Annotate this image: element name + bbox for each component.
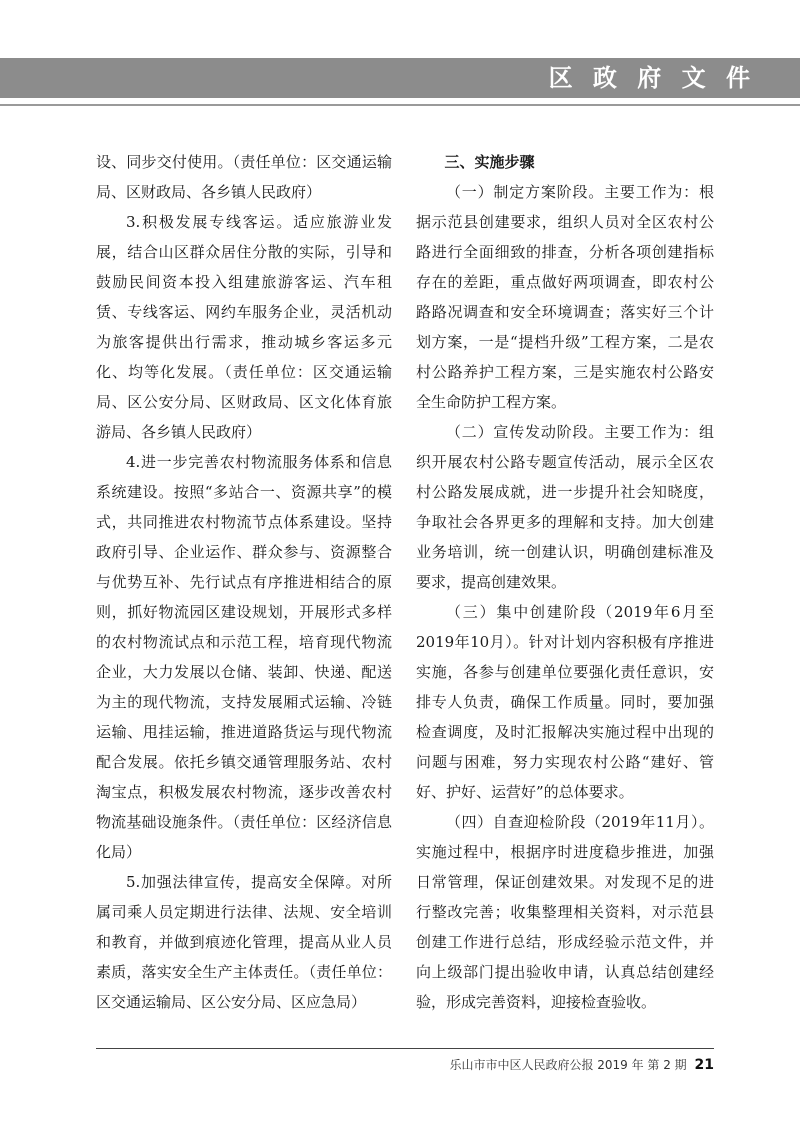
section-heading: 三、实施步骤	[444, 153, 535, 171]
header-divider	[0, 104, 800, 106]
page-number: 21	[694, 1057, 714, 1073]
paragraph: （四）自查迎检阶段（2019年11月）。实施过程中，根据序时进度稳步推进，加强日常管理，保证创建效果。对发现不足的进行整改完善；收集整理相关资料，对示范县创建工作进行总结，形成经验示范文件，并向上级部门提出验收申请，认真总结创建经验，形成完善资料，迎接检查验收。	[416, 813, 714, 1011]
paragraph: 4.进一步完善农村物流服务体系和信息系统建设。按照“多站合一、资源共享”的模式，共同推进农村物流节点体系建设。坚持政府引导、企业运作、群众参与、资源整合与优势互补、先行试点有序推进相结合的原则，抓好物流园区建设规划，开展形式多样的农村物流试点和示范工程，培育现代物流企业，大力发展以仓储、装卸、快递、配送为主的现代物流，支持发展厢式运输、冷链运输、甩挂运输，推进道路货运与现代物流配合发展。依托乡镇交通管理服务站、农村淘宝点，积极发展农村物流，逐步改善农村物流基础设施条件。（责任单位：区经济信息化局）	[96, 453, 392, 861]
section-title: 区 政 府 文 件	[548, 64, 756, 92]
paragraph: 设、同步交付使用。（责任单位：区交通运输局、区财政局、各乡镇人民政府）	[96, 153, 392, 201]
paragraph: （二）宣传发动阶段。主要工作为：组织开展农村公路专题宣传活动，展示全区农村公路发展成就，进一步提升社会知晓度，争取社会各界更多的理解和支持。加大创建业务培训，统一创建认识，明确创建标准及要求，提高创建效果。	[416, 423, 714, 591]
page-footer	[449, 1056, 714, 1073]
publication-info: 乐山市市中区人民政府公报 2019 年 第 2 期	[449, 1058, 687, 1072]
paragraph: （三）集中创建阶段（2019年6月至2019年10月）。针对计划内容积极有序推进实施，各参与创建单位要强化责任意识，安排专人负责，确保工作质量。同时，要加强检查调度，及时汇报解决实施过程中出现的问题与困难，努力实现农村公路“建好、管好、护好、运营好”的总体要求。	[416, 603, 714, 801]
paragraph: 5.加强法律宣传，提高安全保障。对所属司乘人员定期进行法律、法规、安全培训和教育，并做到痕迹化管理，提高从业人员素质，落实安全生产主体责任。（责任单位：区交通运输局、区公安分局、区应急局）	[96, 873, 392, 1011]
footer-divider	[96, 1048, 714, 1049]
right-column	[416, 147, 714, 1017]
paragraph: （一）制定方案阶段。主要工作为：根据示范县创建要求，组织人员对全区农村公路进行全面细致的排查，分析各项创建指标存在的差距，重点做好两项调查，即农村公路路况调查和安全环境调查；落实好三个计划方案，一是“提档升级”工程方案，二是农村公路养护工程方案，三是实施农村公路安全生命防护工程方案。	[416, 183, 714, 411]
paragraph: 3.积极发展专线客运。适应旅游业发展，结合山区群众居住分散的实际，引导和鼓励民间资本投入组建旅游客运、汽车租赁、专线客运、网约车服务企业，灵活机动为旅客提供出行需求，推动城乡客运多元化、均等化发展。（责任单位：区交通运输局、区公安分局、区财政局、区文化体育旅游局、各乡镇人民政府）	[96, 213, 392, 441]
left-column	[96, 147, 392, 1017]
